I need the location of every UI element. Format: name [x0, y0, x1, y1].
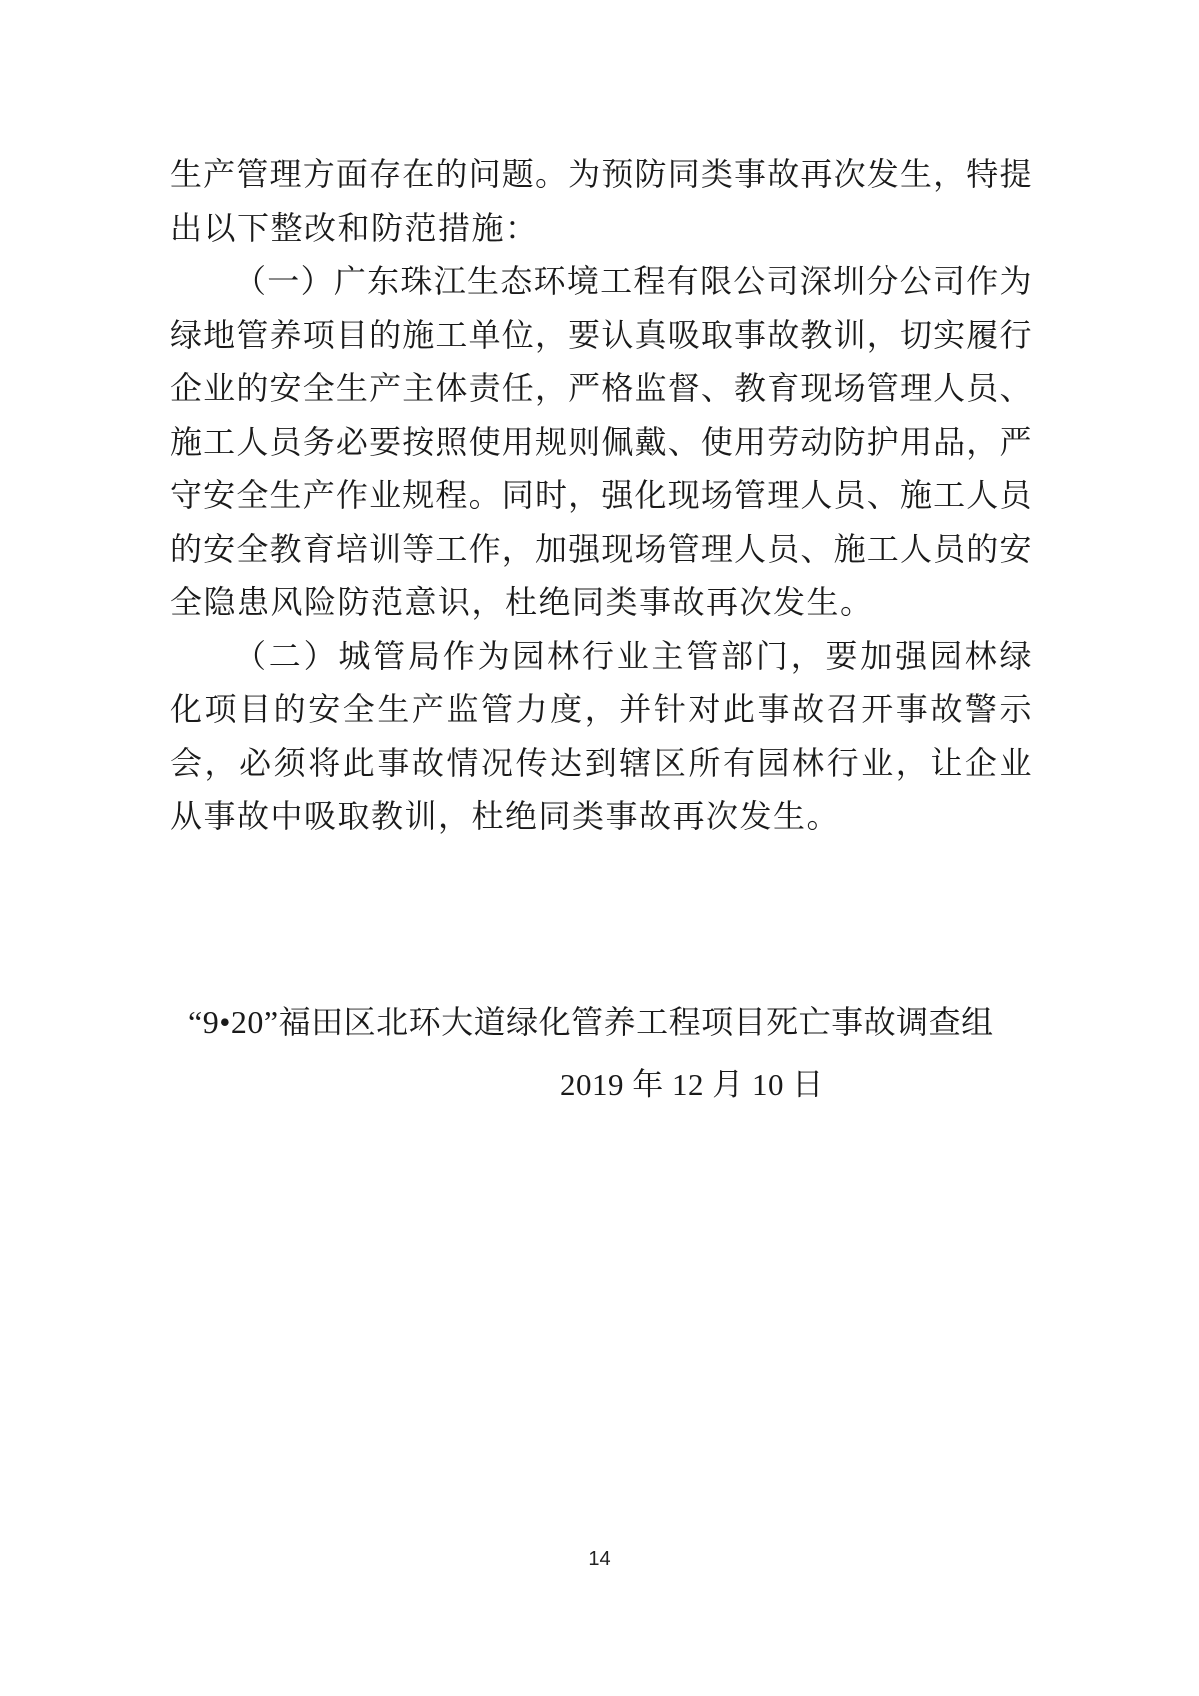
body-text	[170, 148, 1032, 844]
text-line: 化项目的安全生产监管力度，并针对此事故召开事故警示	[170, 691, 1032, 727]
text-line: （一）广东珠江生态环境工程有限公司深圳分公司作为	[234, 263, 1032, 299]
text-line: 绿地管养项目的施工单位，要认真吸取事故教训，切实履行	[170, 316, 1032, 353]
text-line: 的安全教育培训等工作，加强现场管理人员、施工人员的安	[170, 530, 1032, 567]
text-line: 守安全生产作业规程。同时，强化现场管理人员、施工人员	[170, 477, 1032, 513]
text-line: 从事故中吸取教训，杜绝同类事故再次发生。	[170, 798, 841, 834]
signature-line: “9•20”福田区北环大道绿化管养工程项目死亡事故调查组	[188, 1004, 994, 1040]
text-line: 全隐患风险防范意识，杜绝同类事故再次发生。	[170, 584, 874, 620]
date-line: 2019 年 12 月 10 日	[560, 1067, 824, 1102]
text-line: （二）城管局作为园林行业主管部门，要加强园林绿	[234, 637, 1032, 674]
text-line: 施工人员务必要按照使用规则佩戴、使用劳动防护用品，严	[170, 423, 1032, 460]
page-number: 14	[588, 1548, 611, 1570]
text-line: 生产管理方面存在的问题。为预防同类事故再次发生，特提	[170, 156, 1032, 192]
text-line: 企业的安全生产主体责任，严格监督、教育现场管理人员、	[170, 370, 1032, 406]
text-line: 会，必须将此事故情况传达到辖区所有园林行业，让企业	[170, 744, 1032, 781]
text-line: 出以下整改和防范措施：	[170, 209, 539, 246]
